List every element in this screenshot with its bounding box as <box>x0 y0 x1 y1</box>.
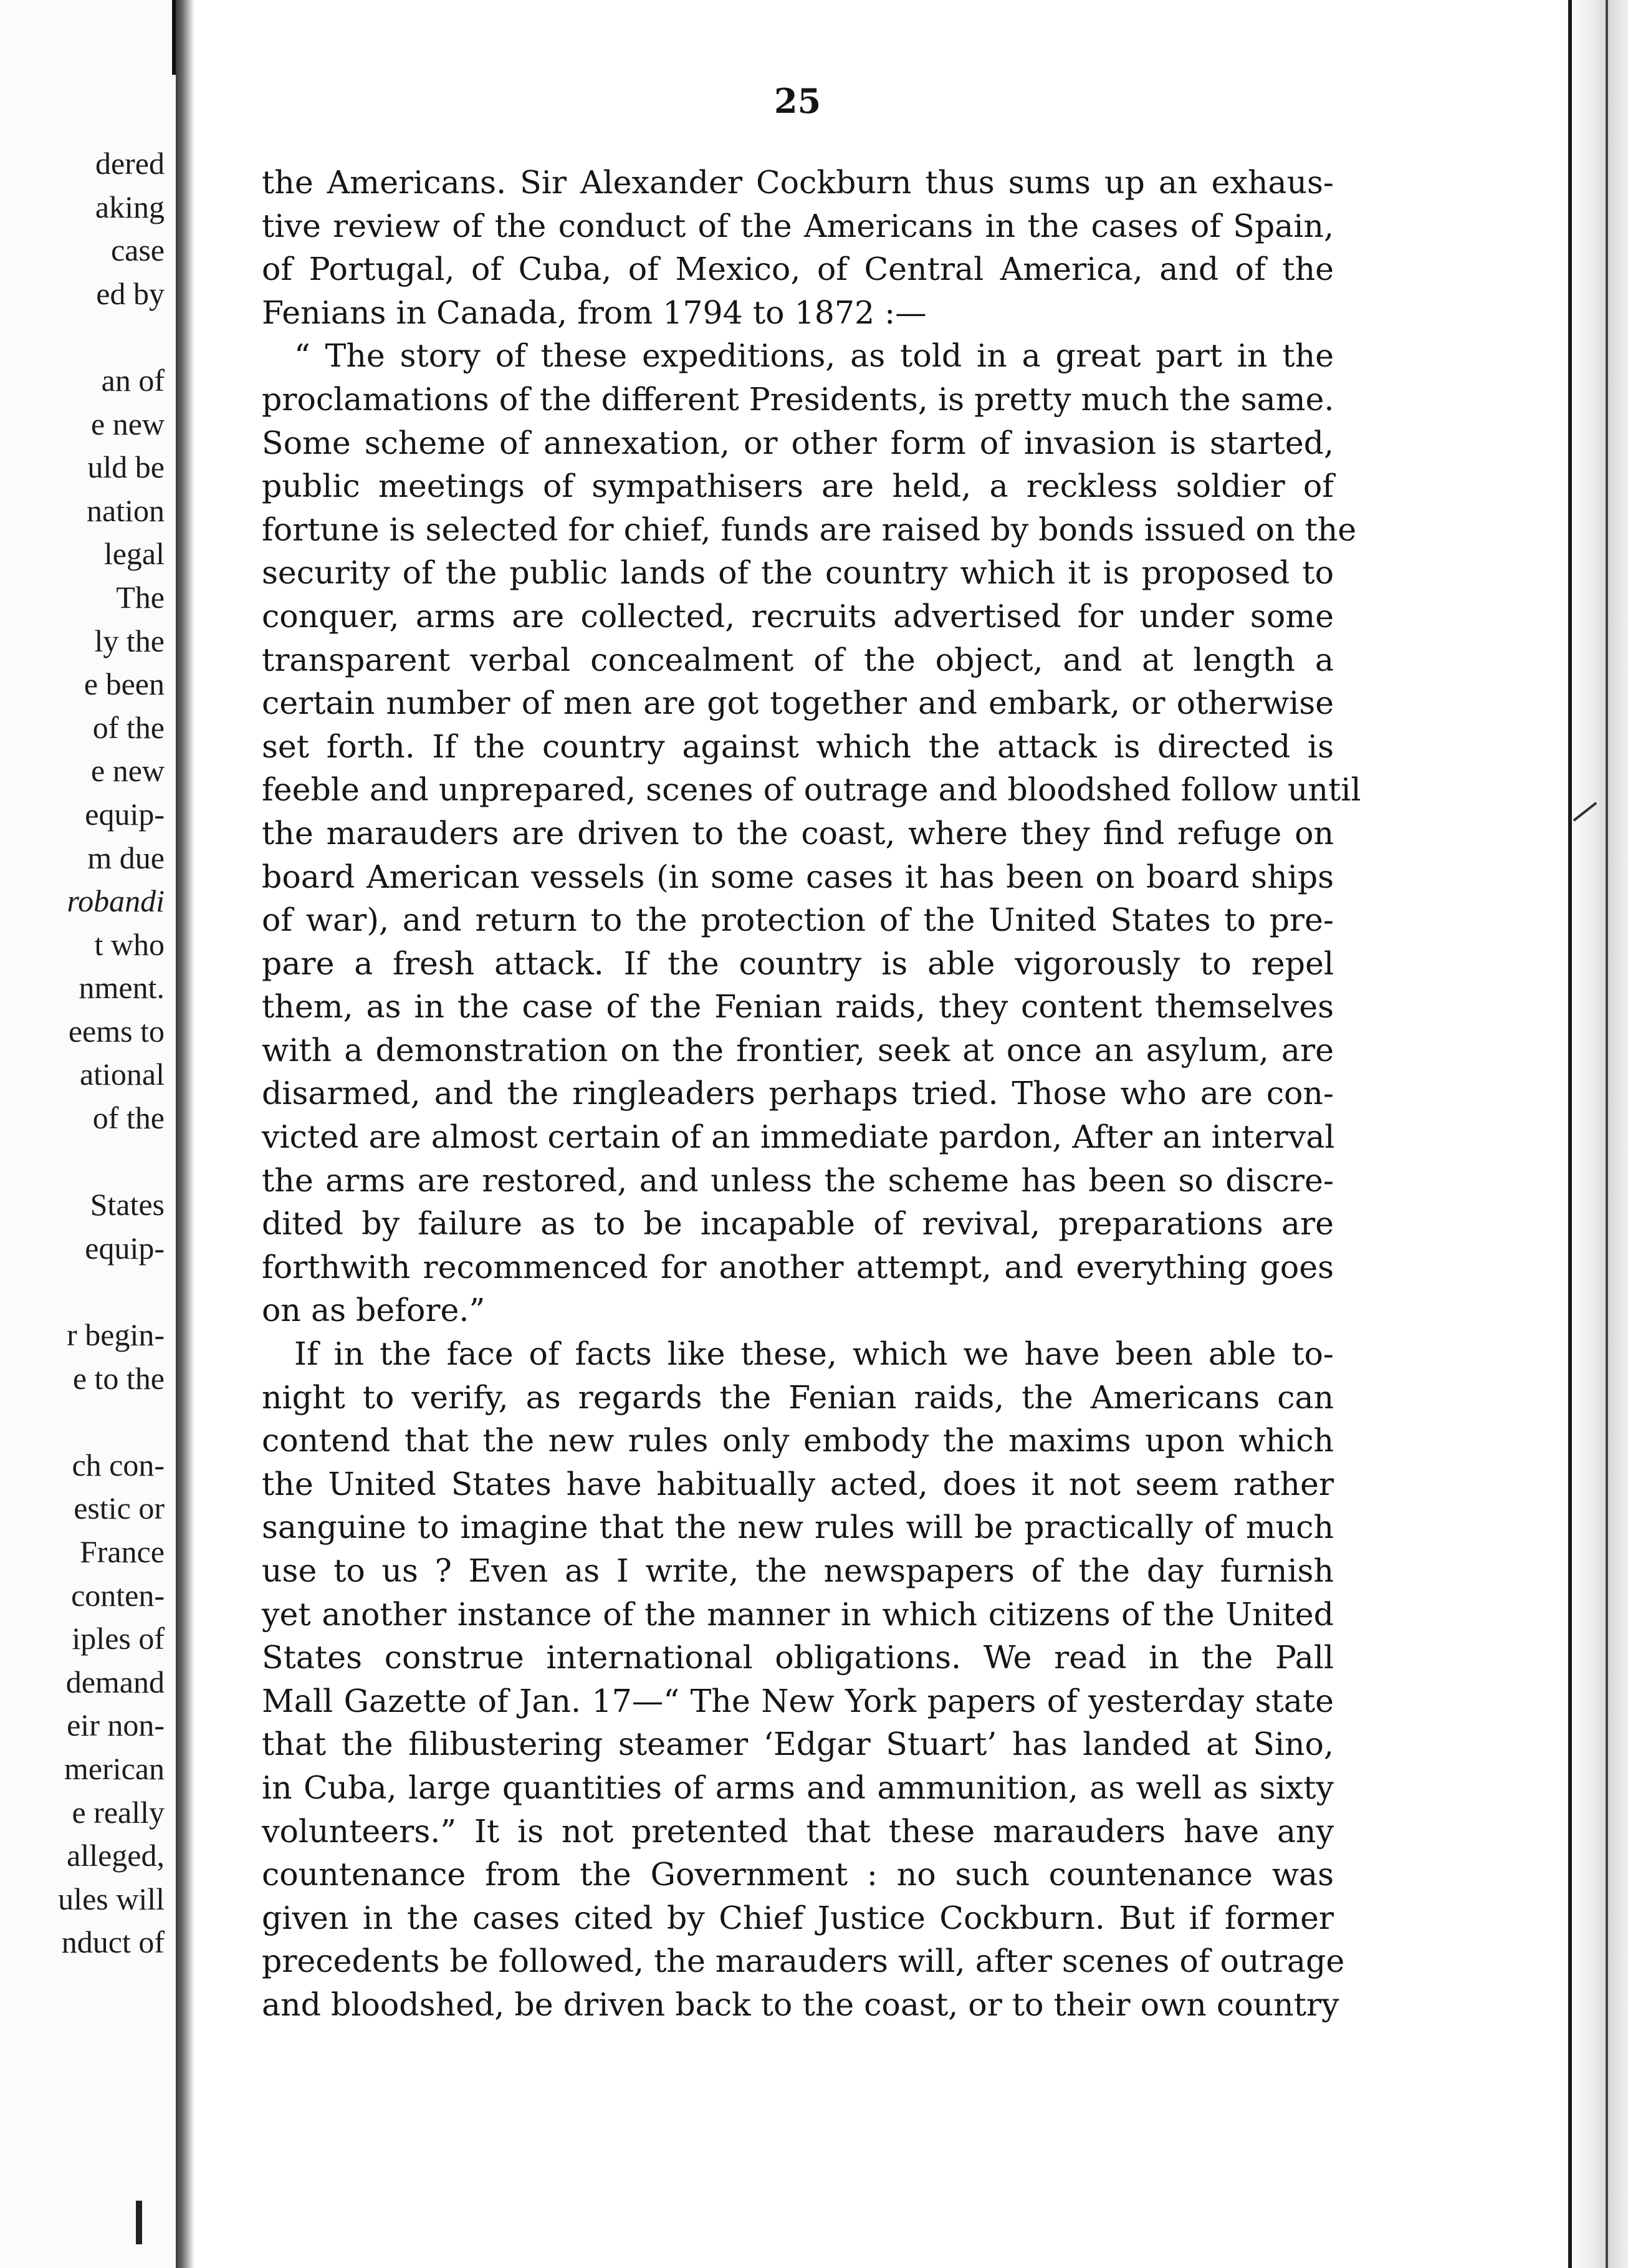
page-edge-line <box>1568 0 1572 2268</box>
body-text <box>262 161 1361 2027</box>
text-line: precedents be followed, the marauders will, after scenes of outrage <box>262 1943 1345 1980</box>
text-line: the Americans. Sir Alexander Cockburn thus sums up an exhaus- <box>262 164 1334 201</box>
facing-line: eir non- <box>67 1708 165 1743</box>
facing-line: e new <box>91 753 165 789</box>
quote-line: certain number of men are got together and embark, or otherwise <box>262 685 1334 722</box>
text-line: States construe international obligations. We read in the Pall <box>262 1639 1334 1676</box>
facing-line: ch con- <box>72 1447 165 1482</box>
facing-line: iples of <box>72 1621 165 1656</box>
quote-line: fortune is selected for chief, funds are raised by bonds issued on the <box>262 511 1357 548</box>
binding-mark <box>136 2201 142 2244</box>
facing-line: France <box>79 1534 165 1569</box>
facing-line-gap <box>58 315 165 359</box>
text-line: of Portugal, of Cuba, of Mexico, of Central America, and of the <box>262 251 1334 288</box>
quote-line: set forth. If the country against which the attack is directed is <box>262 728 1334 765</box>
facing-line: ules will <box>58 1881 165 1916</box>
facing-line: e to the <box>72 1360 165 1396</box>
facing-line: eems to <box>68 1013 165 1049</box>
quote-line: Some scheme of annexation, or other form of invasion is started, <box>262 424 1334 461</box>
quote-line: public meetings of sympathisers are held, a reckless soldier of <box>262 468 1334 505</box>
text-line: If in the face of facts like these, which we have been able to- <box>294 1335 1334 1373</box>
facing-line: alleged, <box>67 1838 165 1873</box>
text-line: countenance from the Government : no such countenance was <box>262 1856 1334 1893</box>
facing-line: uld be <box>87 449 165 485</box>
facing-line: dered <box>95 146 165 181</box>
quote-line: “ The story of these expeditions, as told in a great part in the <box>294 337 1334 375</box>
facing-line: demand <box>65 1664 165 1699</box>
quote-line: board American vessels (in some cases it has been on board ships <box>262 858 1334 895</box>
facing-line: case <box>110 233 165 268</box>
facing-line: e been <box>84 666 165 702</box>
page-edge-line <box>1606 0 1608 2268</box>
text-line: use to us ? Even as I write, the newspapers of the day furnish <box>262 1552 1334 1589</box>
facing-line-gap <box>58 1270 165 1314</box>
quote-line: the arms are restored, and unless the scheme has been so discre- <box>262 1161 1334 1199</box>
facing-line: ly the <box>94 623 165 658</box>
facing-line: estic or <box>74 1491 165 1526</box>
text-line: that the filibustering steamer ‘Edgar Stuart’ has landed at Sino, <box>262 1726 1334 1763</box>
quote-line: on as before.” <box>262 1292 486 1329</box>
quote-line: dited by failure as to be incapable of revival, preparations are <box>262 1205 1334 1242</box>
facing-line: equip- <box>85 1230 165 1266</box>
facing-line: of the <box>92 1100 165 1136</box>
quote-line: transparent verbal concealment of the object, and at length a <box>262 641 1334 678</box>
text-line: volunteers.” It is not pretented that these marauders have any <box>262 1812 1334 1850</box>
facing-page-text <box>58 142 165 1964</box>
page-edge <box>1563 0 1628 2268</box>
facing-line: conten- <box>71 1577 165 1613</box>
text-line: night to verify, as regards the Fenian raids, the Americans can <box>262 1378 1334 1416</box>
facing-line: The <box>116 579 165 615</box>
facing-line: an of <box>101 362 165 398</box>
facing-line: nation <box>87 493 165 528</box>
text-line: sanguine to imagine that the new rules will be practically of much <box>262 1509 1334 1546</box>
text-line: in Cuba, large quantities of arms and ammunition, as well as sixty <box>262 1769 1334 1806</box>
facing-line: aking <box>95 189 165 224</box>
facing-line: of the <box>92 709 165 745</box>
facing-line-italic-text: robandi <box>67 883 165 919</box>
facing-line: States <box>90 1187 165 1223</box>
text-line: yet another instance of the manner in which citizens of the United <box>262 1595 1334 1633</box>
facing-line: merican <box>64 1751 165 1786</box>
text-line: Mall Gazette of Jan. 17—“ The New York papers of yesterday state <box>262 1682 1334 1719</box>
text-line: given in the cases cited by Chief Justice Cockburn. But if former <box>262 1899 1334 1936</box>
quote-line: them, as in the case of the Fenian raids, they content themselves <box>262 988 1334 1026</box>
facing-line: t who <box>94 926 165 962</box>
facing-line: ed by <box>96 276 165 311</box>
quote-line: forthwith recommenced for another attempt, and everything goes <box>262 1248 1334 1285</box>
text-line: Fenians in Canada, from 1794 to 1872 :— <box>262 294 927 331</box>
quote-line: feeble and unprepared, scenes of outrage and bloodshed follow until <box>262 771 1361 809</box>
facing-line-gap <box>58 1140 165 1184</box>
facing-line: equip- <box>85 796 165 832</box>
quote-line: of war), and return to the protection of the United States to pre- <box>262 901 1334 939</box>
facing-line: nment. <box>79 970 165 1006</box>
text-line: the United States have habitually acted, does it not seem rather <box>262 1465 1334 1502</box>
quote-line: security of the public lands of the country which it is proposed to <box>262 554 1334 592</box>
facing-line: ational <box>79 1057 165 1092</box>
page-number: 25 <box>774 81 821 121</box>
quote-line: conquer, arms are collected, recruits advertised for under some <box>262 597 1334 635</box>
facing-line: r begin- <box>67 1317 165 1353</box>
quote-line: disarmed, and the ringleaders perhaps tried. Those who are con- <box>262 1075 1334 1112</box>
book-gutter <box>176 0 194 2268</box>
text-line: tive review of the conduct of the Americans in the cases of Spain, <box>262 207 1334 244</box>
facing-line-gap <box>58 1400 165 1444</box>
facing-line: e new <box>91 406 165 441</box>
facing-page-fragment <box>0 0 176 2268</box>
quote-line: with a demonstration on the frontier, seek at once an asylum, are <box>262 1031 1334 1069</box>
quote-line: the marauders are driven to the coast, where they find refuge on <box>262 814 1334 852</box>
facing-line: nduct of <box>61 1924 165 1960</box>
facing-line-italic <box>58 880 165 923</box>
quote-line: pare a fresh attack. If the country is able vigorously to repel <box>262 944 1334 982</box>
facing-line: legal <box>103 536 165 572</box>
text-line: and bloodshed, be driven back to the coast, or to their own country <box>262 1986 1339 2023</box>
facing-line: m due <box>87 840 165 875</box>
text-line: contend that the new rules only embody the maxims upon which <box>262 1422 1334 1459</box>
quote-line: proclamations of the different Presidents, is pretty much the same. <box>262 380 1334 418</box>
quote-line: victed are almost certain of an immediate pardon, After an interval <box>262 1118 1335 1156</box>
facing-line: e really <box>72 1794 165 1830</box>
